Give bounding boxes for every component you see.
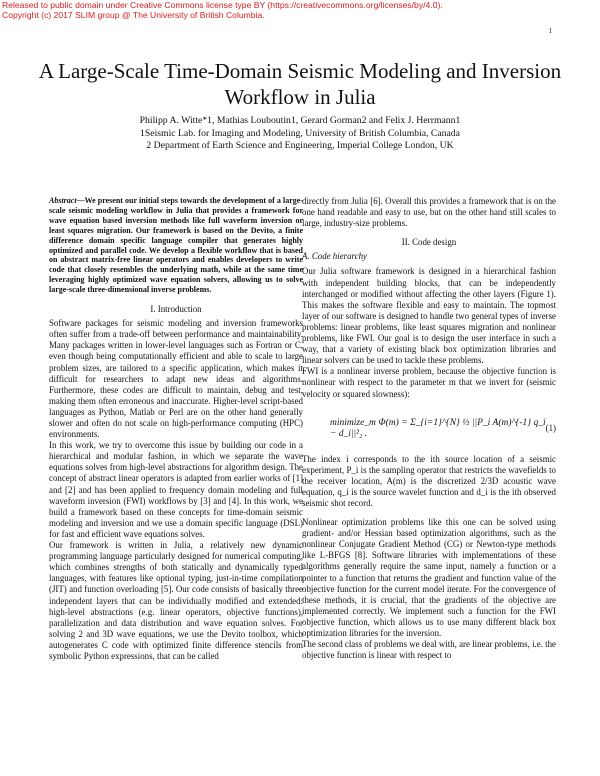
paper-title: A Large-Scale Time-Domain Seismic Modeling and Inversion Workflow in Julia: [38, 59, 562, 109]
intro-paragraph-1: Software packages for seismic modeling and inversion frameworks often suffer from a trade-off between performance and maintainability. Many packages written in lower-level languages such as Fortran or C, even though being computationally efficient and able to scale to large problem sizes, are tailored to a specific application, which makes it difficult for researchers to adapt new ideas and algorithms. Furthermore, these codes are difficult to maintain, debug and test, making them often erroneous and inaccurate. Higher-level script-based languages as Python, Matlab or Perl are on the other hand generally slower and often do not scale on high-performance computing (HPC) environments.: [49, 318, 303, 440]
affiliation-1: 1Seismic Lab. for Imaging and Modeling, University of British Columbia, Canada: [140, 127, 460, 139]
subsection-heading-code-hierarchy: A. Code hierarchy: [302, 251, 367, 262]
intro-paragraph-3: Our framework is written in Julia, a relatively new dynamic programming language particularly designed for numerical computing, which combines strengths of both statically and dynamically typed languages, with features like optional typing, just-in-time compilation (JIT) and function overloading [5]. Our code consists of basically three independent layers that can be individually modified and extended: high-level abstractions (e.g. linear operators, objective functions), parallelization and data distribution and wave equation solves. For solving 2 and 3D wave equations, we use the Devito toolbox, which autogenerates C code with optimized finite difference stencils from symbolic Python expressions, that can be called: [49, 540, 303, 661]
affiliation-2: 2 Department of Earth Science and Engineering, Imperial College London, UK: [146, 140, 454, 151]
section-heading-code-design: II. Code design: [401, 237, 457, 248]
code-design-paragraph-1: Our Julia software framework is designed in a hierarchical fashion with independent building blocks, that can be independently interchanged or modified without affecting the other layers (Figure 1). This makes the software flexible and easy to maintain. The topmost layer of our software is designed to handle two general types of inverse problems: linear problems, like least squares migration and nonlinear problems, like FWI. Our goal is to design the user interface in such a way, that a variety of existing black box optimization libraries and linear solvers can be used to tackle these problems.: [302, 266, 556, 366]
code-design-paragraph-5: The second class of problems we deal with, are linear problems, i.e. the objective function is linear with respect to: [302, 639, 556, 661]
license-line-1: Released to public domain under Creative Commons license type BY (https://creativecommons.org/licenses/by/4.0).: [2, 0, 443, 10]
intro-paragraph-2: In this work, we try to overcome this issue by building our code in a hierarchical and modular fashion, in which we separate the wave equations solves from high-level abstractions for algorithm design. The concept of abstract linear operators is adapted from earlier works of [1] and [2] and has been applied to frequency domain modeling and full waveform inversion (FWI) workflows by [3] and [4]. In this work, we build a framework based on these concepts for time-domain seismic modeling and inversion and we use a domain specific language (DSL) for fast and efficient wave equations solves.: [49, 440, 303, 539]
intro-continuation: directly from Julia [6]. Overall this provides a framework that is on the one hand readable and easy to use, but on the other hand still scales to large, industry-size problems.: [302, 196, 556, 229]
equation-1: [302, 404, 556, 454]
page-number: 1: [548, 27, 552, 35]
author-block: [30, 115, 570, 153]
abstract: [49, 196, 303, 295]
right-column: [302, 196, 556, 661]
code-design-paragraph-4: Nonlinear optimization problems like this one can be solved using gradient- and/or Hessian based optimization algorithms, such as the nonlinear Conjugate Gradient Method (CG) or Newton-type methods like L-BFGS [8]. Software libraries with implementations of these algorithms generally require the same input, namely a function or a pointer to a function that returns the gradient and function value of the objective function for the current model iterate. For the convergence of these methods, it is crucial, that the gradients of the objective are implemented correctly. We implement such a function for the FWI objective function, which allows us to use many different black box optimization libraries for the inversion.: [302, 517, 556, 638]
author-names: Philipp A. Witte*1, Mathias Louboutin1, Gerard Gorman2 and Felix J. Herrmann1: [139, 115, 461, 126]
code-design-paragraph-3: The index i corresponds to the ith source location of a seismic experiment, P_i is the sampling operator that restricts the wavefields to the receiver location, A(m) is the discretized 2/3D acoustic wave equation, q_i is the source wavelet function and d_i is the ith observed seismic shot record.: [302, 453, 556, 508]
equation-number: (1): [545, 423, 556, 434]
license-line-2: Copyright (c) 2017 SLIM group @ The University of British Columbia.: [2, 10, 265, 20]
section-heading-introduction: I. Introduction: [150, 304, 202, 315]
equation-body: minimize_m Φ(m) = Σ_{i=1}^{N} ½ ||P_i A(m)^{-1} q_i − d_i||²₂ .: [330, 417, 546, 439]
code-design-paragraph-2: FWI is a nonlinear inverse problem, because the objective function is nonlinear with respect to the parameter m that we invert for (seismic velocity or squared slowness):: [302, 366, 556, 399]
abstract-label: Abstract: [49, 196, 77, 205]
license-notice: [2, 0, 443, 20]
abstract-text: —We present our initial steps towards the development of a large-scale seismic modeling workflow in Julia that provides a framework for wave equation based inversion methods like full waveform inversion or least squares migration. Our framework is based on the Devito, a finite difference domain specific language compiler that generates highly optimized and parallel code. We develop a flexible workflow that is based on abstract matrix-free linear operators and enables developers to write code that closely resembles the underlying math, while at the same time leveraging highly optimized wave equation solvers, allowing us to solve large-scale three-dimensional inverse problems.: [49, 196, 303, 295]
left-column: [49, 196, 303, 662]
